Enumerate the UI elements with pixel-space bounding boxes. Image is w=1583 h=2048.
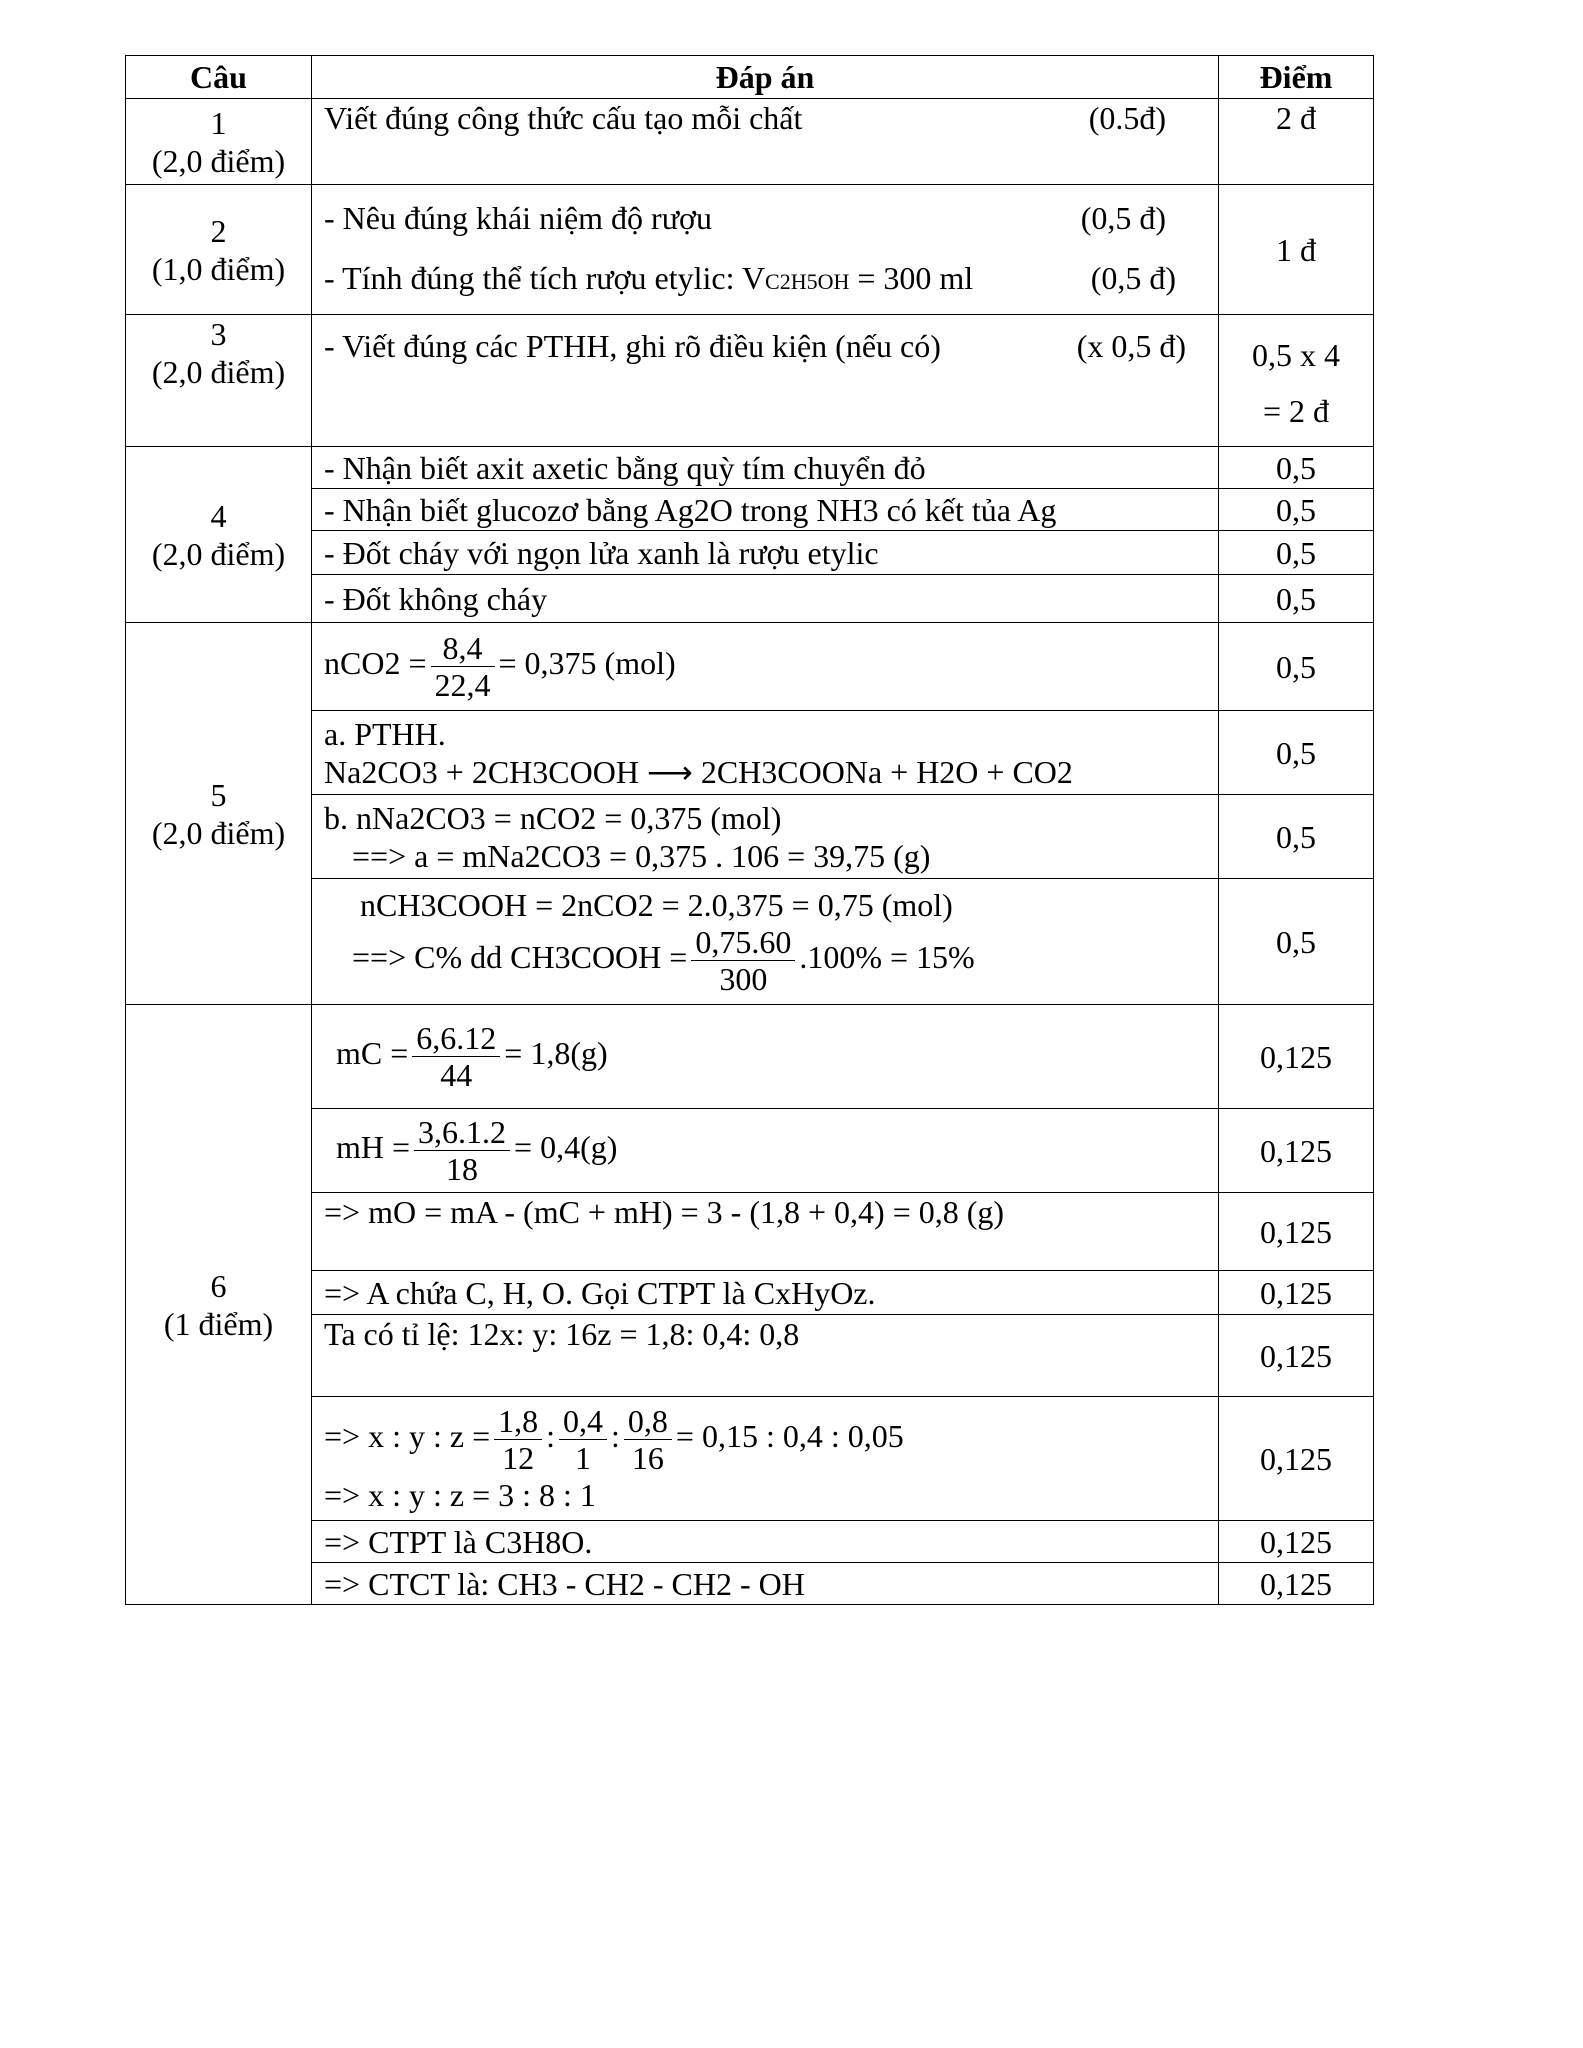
q3-row <box>126 315 1374 447</box>
q1-pts: (0.5đ) <box>1088 100 1166 136</box>
q6-diem-2: 0,125 <box>1219 1109 1374 1193</box>
q1-answer <box>312 99 1219 185</box>
q3-answer <box>312 315 1219 447</box>
q6-answer-3: => mO = mA - (mC + mH) = 3 - (1,8 + 0,4) = 0,8 (g) <box>312 1193 1219 1271</box>
q3-diem-line2: = 2 đ <box>1262 393 1330 429</box>
q6-row-5 <box>126 1315 1374 1397</box>
q5-r4-line1: nCH3COOH = 2nCO2 = 2.0,375 = 0,75 (mol) <box>360 887 953 923</box>
q3-points-label: (2,0 điểm) <box>151 354 286 390</box>
q2-answer <box>312 185 1219 315</box>
q6-answer-1: mC = $\frac{6,6.12}{44}$ = 1,8(g) <box>312 1005 1219 1109</box>
q6-answer-6 <box>312 1397 1219 1521</box>
q3-number: 3 <box>210 316 227 352</box>
q4-answer-2: - Nhận biết glucozơ bằng Ag2O trong NH3 có kết tủa Ag <box>312 489 1219 531</box>
q4-row-4 <box>126 575 1374 623</box>
q3-text: - Viết đúng các PTHH, ghi rõ điều kiện (nếu có) <box>324 328 941 364</box>
q4-points-label: (2,0 điểm) <box>151 535 286 572</box>
q5-diem-1: 0,5 <box>1219 623 1374 711</box>
q4-row-3 <box>126 531 1374 575</box>
q6-answer-5: Ta có tỉ lệ: 12x: y: 16z = 1,8: 0,4: 0,8 <box>312 1315 1219 1397</box>
q5-points-label: (2,0 điểm) <box>151 814 286 851</box>
answer-table <box>125 55 1374 1605</box>
q6-cau <box>126 1005 312 1605</box>
q2-line1-pts: (0,5 đ) <box>1080 199 1166 236</box>
q6-row-4 <box>126 1271 1374 1315</box>
q4-diem-2: 0,5 <box>1219 489 1374 531</box>
q3-pts: (x 0,5 đ) <box>1076 328 1186 364</box>
q6-answer-8: => CTCT là: CH3 - CH2 - CH2 - OH <box>312 1563 1219 1605</box>
header-diem: Điểm <box>1219 56 1374 99</box>
q2-line2-pts: (0,5 đ) <box>1090 259 1176 296</box>
q2-number: 2 <box>210 212 227 249</box>
q4-answer-1: - Nhận biết axit axetic bằng quỳ tím chuyển đỏ <box>312 447 1219 489</box>
q2-line2: - Tính đúng thể tích rượu etylic: VC2H5OH = 300 ml <box>324 259 974 296</box>
q6-answer-7: => CTPT là C3H8O. <box>312 1521 1219 1563</box>
q5-r4-line2: ==> C% dd CH3COOH = $\frac{0,75.60}{300}$ .100% = 15% <box>352 924 975 997</box>
q2-diem: 1 đ <box>1219 185 1374 315</box>
q2-line1: - Nêu đúng khái niệm độ rượu <box>324 199 712 236</box>
q4-diem-1: 0,5 <box>1219 447 1374 489</box>
q5-r3-line2: ==> a = mNa2CO3 = 0,375 . 106 = 39,75 (g) <box>352 837 931 874</box>
q5-answer-2 <box>312 711 1219 795</box>
q5-diem-3: 0,5 <box>1219 795 1374 879</box>
q5-r2-line2: Na2CO3 + 2CH3COOH ⟶ 2CH3COONa + H2O + CO2 <box>324 753 1073 790</box>
q5-answer-4 <box>312 879 1219 1005</box>
q6-r6-line2: => x : y : z = 3 : 8 : 1 <box>324 1477 596 1513</box>
q6-row-1 <box>126 1005 1374 1109</box>
q6-diem-5: 0,125 <box>1219 1315 1374 1397</box>
q6-diem-1: 0,125 <box>1219 1005 1374 1109</box>
q4-diem-3: 0,5 <box>1219 531 1374 575</box>
q5-answer-1: nCO2 = $\frac{8,4}{22,4}$ = 0,375 (mol) <box>312 623 1219 711</box>
q4-number: 4 <box>210 497 227 534</box>
q6-row-8 <box>126 1563 1374 1605</box>
q4-cau <box>126 447 312 623</box>
q5-diem-2: 0,5 <box>1219 711 1374 795</box>
q4-answer-3: - Đốt cháy với ngọn lửa xanh là rượu etylic <box>312 531 1219 575</box>
q6-row-3 <box>126 1193 1374 1271</box>
q6-row-6 <box>126 1397 1374 1521</box>
q1-row <box>126 99 1374 185</box>
q4-row-1 <box>126 447 1374 489</box>
q5-row-2 <box>126 711 1374 795</box>
q6-row-7 <box>126 1521 1374 1563</box>
q5-cau <box>126 623 312 1005</box>
q3-diem <box>1219 315 1374 447</box>
q1-number: 1 <box>210 104 227 141</box>
q5-fraction: $\frac{8,4}{22,4}$ <box>431 630 495 703</box>
q1-diem: 2 đ <box>1219 99 1374 185</box>
q6-diem-4: 0,125 <box>1219 1271 1374 1315</box>
q5-row-3 <box>126 795 1374 879</box>
q5-r3-line1: b. nNa2CO3 = nCO2 = 0,375 (mol) <box>324 799 782 836</box>
q6-points-label: (1 điểm) <box>163 1305 274 1342</box>
q3-cau <box>126 315 312 447</box>
q5-row-4 <box>126 879 1374 1005</box>
q1-cau <box>126 99 312 185</box>
q5-row-1 <box>126 623 1374 711</box>
q5-r2-line1: a. PTHH. <box>324 715 446 752</box>
q6-diem-6: 0,125 <box>1219 1397 1374 1521</box>
q1-points-label: (2,0 điểm) <box>151 142 286 179</box>
q4-diem-4: 0,5 <box>1219 575 1374 623</box>
q6-diem-3: 0,125 <box>1219 1193 1374 1271</box>
q5-answer-3 <box>312 795 1219 879</box>
header-cau: Câu <box>126 56 312 99</box>
header-dap-an: Đáp án <box>312 56 1219 99</box>
q6-row-2 <box>126 1109 1374 1193</box>
q2-points-label: (1,0 điểm) <box>151 250 286 287</box>
q3-diem-line1: 0,5 x 4 <box>1252 337 1340 373</box>
header-row <box>126 56 1374 99</box>
q4-row-2 <box>126 489 1374 531</box>
q6-answer-4: => A chứa C, H, O. Gọi CTPT là CxHyOz. <box>312 1271 1219 1315</box>
q4-answer-4: - Đốt không cháy <box>312 575 1219 623</box>
q6-diem-8: 0,125 <box>1219 1563 1374 1605</box>
q1-text: Viết đúng công thức cấu tạo mỗi chất <box>324 100 803 136</box>
q6-diem-7: 0,125 <box>1219 1521 1374 1563</box>
q6-r6-line1: => x : y : z = $\frac{1,8}{12}$ : $\frac{0,4}{1}$ : $\frac{0,8}{16}$ = 0,15 : 0,4 : 0,05 <box>324 1403 904 1476</box>
q6-answer-2: mH = $\frac{3,6.1.2}{18}$ = 0,4(g) <box>312 1109 1219 1193</box>
q2-cau <box>126 185 312 315</box>
q5-number: 5 <box>210 776 227 813</box>
q2-row <box>126 185 1374 315</box>
q6-number: 6 <box>210 1267 227 1304</box>
q5-diem-4: 0,5 <box>1219 879 1374 1005</box>
